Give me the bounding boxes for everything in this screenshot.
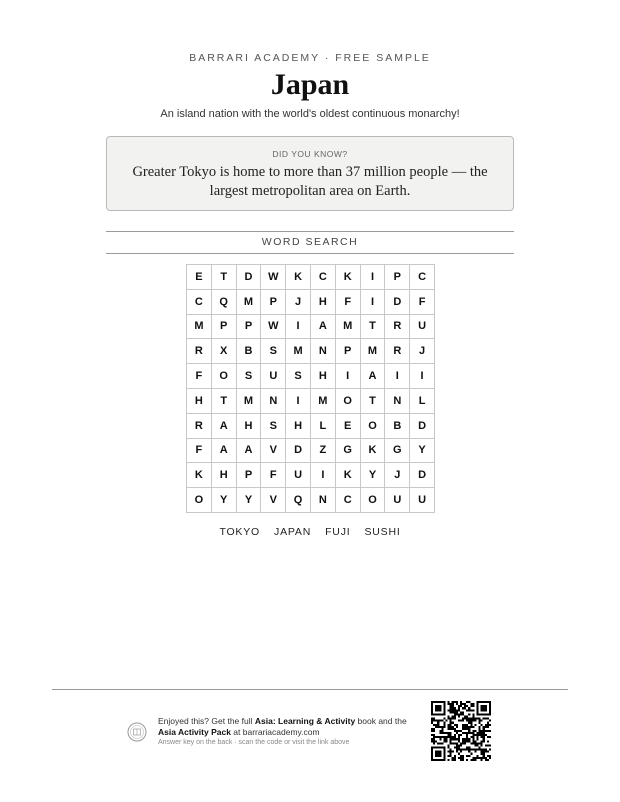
grid-cell[interactable]: C: [336, 488, 361, 513]
grid-cell[interactable]: H: [237, 414, 262, 439]
grid-cell[interactable]: H: [212, 463, 237, 488]
grid-cell[interactable]: K: [361, 439, 386, 464]
grid-cell[interactable]: J: [286, 290, 311, 315]
grid-cell[interactable]: H: [286, 414, 311, 439]
footer-line-middle: book and the: [355, 716, 407, 726]
grid-cell[interactable]: K: [336, 463, 361, 488]
grid-cell[interactable]: I: [385, 364, 410, 389]
grid-cell[interactable]: P: [237, 463, 262, 488]
fact-box: [106, 136, 514, 211]
grid-cell[interactable]: D: [385, 290, 410, 315]
grid-cell[interactable]: F: [336, 290, 361, 315]
academy-seal-icon: [127, 722, 147, 742]
grid-cell[interactable]: Z: [311, 439, 336, 464]
grid-cell[interactable]: R: [187, 414, 212, 439]
grid-cell[interactable]: E: [336, 414, 361, 439]
grid-cell[interactable]: U: [410, 488, 435, 513]
grid-cell[interactable]: G: [336, 439, 361, 464]
grid-cell[interactable]: A: [361, 364, 386, 389]
grid-cell[interactable]: E: [187, 265, 212, 290]
footer-promo-line: [158, 716, 420, 738]
grid-cell[interactable]: J: [410, 339, 435, 364]
grid-cell[interactable]: T: [212, 265, 237, 290]
grid-cell[interactable]: Y: [410, 439, 435, 464]
grid-cell[interactable]: F: [187, 439, 212, 464]
grid-cell[interactable]: N: [311, 488, 336, 513]
grid-cell[interactable]: H: [311, 290, 336, 315]
grid-cell[interactable]: M: [311, 389, 336, 414]
word-list-item: JAPAN: [274, 526, 312, 538]
page-subtitle: An island nation with the world's oldest continuous monarchy!: [160, 108, 460, 120]
grid-cell[interactable]: I: [361, 290, 386, 315]
footer-pack-title: Asia Activity Pack: [158, 727, 231, 737]
word-list-item: FUJI: [325, 526, 351, 538]
grid-cell[interactable]: N: [311, 339, 336, 364]
grid-cell[interactable]: L: [311, 414, 336, 439]
word-list-item: SUSHI: [364, 526, 401, 538]
grid-cell[interactable]: S: [261, 414, 286, 439]
footer-book-title: Asia: Learning & Activity: [254, 716, 356, 726]
grid-cell[interactable]: O: [361, 414, 386, 439]
footer-rule: [52, 689, 568, 690]
grid-cell[interactable]: I: [286, 315, 311, 340]
grid-cell[interactable]: W: [261, 265, 286, 290]
grid-cell[interactable]: M: [361, 339, 386, 364]
grid-cell[interactable]: K: [187, 463, 212, 488]
grid-cell[interactable]: L: [410, 389, 435, 414]
grid-cell[interactable]: S: [286, 364, 311, 389]
grid-cell[interactable]: C: [187, 290, 212, 315]
grid-cell[interactable]: F: [261, 463, 286, 488]
grid-cell[interactable]: B: [237, 339, 262, 364]
footer-line-suffix[interactable]: at barrariacademy.com: [230, 727, 320, 737]
footer-promo: [158, 716, 420, 748]
grid-cell[interactable]: H: [187, 389, 212, 414]
grid-cell[interactable]: I: [410, 364, 435, 389]
grid-cell[interactable]: P: [237, 315, 262, 340]
grid-cell[interactable]: R: [187, 339, 212, 364]
section-rule-top: [106, 231, 514, 232]
grid-cell[interactable]: P: [212, 315, 237, 340]
grid-cell[interactable]: A: [237, 439, 262, 464]
word-list: [0, 526, 620, 538]
fact-text: Greater Tokyo is home to more than 37 million people — the largest metropolitan area on Earth.: [132, 164, 488, 199]
grid-cell[interactable]: O: [187, 488, 212, 513]
grid-cell[interactable]: O: [361, 488, 386, 513]
grid-cell[interactable]: I: [286, 389, 311, 414]
grid-cell[interactable]: T: [361, 389, 386, 414]
grid-cell[interactable]: W: [261, 315, 286, 340]
grid-cell[interactable]: U: [261, 364, 286, 389]
grid-cell[interactable]: O: [212, 364, 237, 389]
grid-cell[interactable]: A: [212, 414, 237, 439]
grid-cell[interactable]: V: [261, 439, 286, 464]
grid-cell[interactable]: D: [410, 463, 435, 488]
grid-cell[interactable]: C: [410, 265, 435, 290]
grid-cell[interactable]: O: [336, 389, 361, 414]
grid-cell[interactable]: P: [336, 339, 361, 364]
grid-cell[interactable]: M: [336, 315, 361, 340]
grid-cell[interactable]: T: [361, 315, 386, 340]
grid-cell[interactable]: N: [261, 389, 286, 414]
grid-cell[interactable]: A: [311, 315, 336, 340]
footer-note: Answer key on the back · scan the code or visit the link above: [158, 739, 350, 746]
grid-cell[interactable]: R: [385, 339, 410, 364]
grid-cell[interactable]: J: [385, 463, 410, 488]
grid-cell[interactable]: N: [385, 389, 410, 414]
grid-cell[interactable]: Q: [286, 488, 311, 513]
word-search-title: WORD SEARCH: [261, 236, 359, 248]
grid-cell[interactable]: A: [212, 439, 237, 464]
grid-cell[interactable]: X: [212, 339, 237, 364]
grid-cell[interactable]: T: [212, 389, 237, 414]
grid-cell[interactable]: Y: [237, 488, 262, 513]
grid-cell[interactable]: Y: [212, 488, 237, 513]
page-title: Japan: [270, 68, 350, 101]
grid-cell[interactable]: I: [361, 265, 386, 290]
grid-cell[interactable]: B: [385, 414, 410, 439]
header-kicker: BARRARI ACADEMY · FREE SAMPLE: [189, 52, 431, 64]
qr-code-icon[interactable]: [431, 701, 491, 761]
grid-cell[interactable]: C: [311, 265, 336, 290]
grid-cell[interactable]: M: [237, 389, 262, 414]
fact-label: DID YOU KNOW?: [272, 149, 348, 159]
grid-cell[interactable]: F: [410, 290, 435, 315]
footer-line-prefix: Enjoyed this? Get the full: [158, 716, 255, 726]
grid-cell[interactable]: V: [261, 488, 286, 513]
grid-cell[interactable]: R: [385, 315, 410, 340]
grid-cell[interactable]: Q: [212, 290, 237, 315]
grid-cell[interactable]: S: [261, 339, 286, 364]
grid-cell[interactable]: S: [237, 364, 262, 389]
grid-cell[interactable]: M: [286, 339, 311, 364]
grid-cell[interactable]: I: [336, 364, 361, 389]
grid-cell[interactable]: P: [385, 265, 410, 290]
grid-cell[interactable]: D: [237, 265, 262, 290]
grid-cell[interactable]: G: [385, 439, 410, 464]
grid-cell[interactable]: U: [286, 463, 311, 488]
grid-cell[interactable]: M: [187, 315, 212, 340]
word-list-item: TOKYO: [219, 526, 261, 538]
section-rule-bottom: [106, 253, 514, 254]
grid-cell[interactable]: K: [286, 265, 311, 290]
grid-cell[interactable]: K: [336, 265, 361, 290]
grid-cell[interactable]: U: [385, 488, 410, 513]
grid-cell[interactable]: F: [187, 364, 212, 389]
grid-cell[interactable]: U: [410, 315, 435, 340]
grid-cell[interactable]: D: [286, 439, 311, 464]
grid-cell[interactable]: P: [261, 290, 286, 315]
grid-cell[interactable]: Y: [361, 463, 386, 488]
grid-cell[interactable]: M: [237, 290, 262, 315]
grid-cell[interactable]: I: [311, 463, 336, 488]
grid-cell[interactable]: D: [410, 414, 435, 439]
grid-cell[interactable]: H: [311, 364, 336, 389]
word-search-grid[interactable]: [186, 264, 435, 513]
